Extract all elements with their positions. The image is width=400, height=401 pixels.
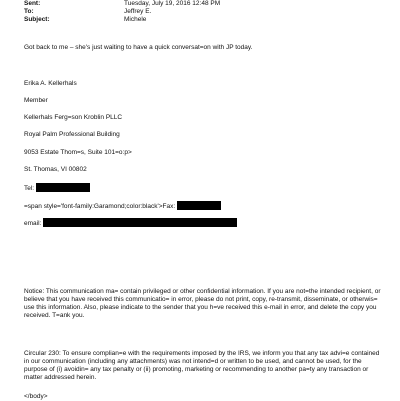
to-label: To: [24,8,34,15]
confidentiality-notice: Notice: This communication ma= contain privileged or other confidential information. If you are not=the intended recipient, or believe that you have received this communicatio= in error, please do not print, copy, re-transmit, disseminate, or otherwis= use this information. Also, please indicate to the sender that you h=ve received this e-mail in error, and delete the copy you received. T=ank you. [24,288,381,319]
sent-label: Sent: [24,0,41,7]
sent-value: Tuesday, July 19, 2016 12:48 PM [124,0,221,7]
fax-label: =span style='font-family:Garamond;color:black'>Fax: [24,203,176,210]
sent-row [24,0,220,8]
to-row [24,8,151,16]
email-redaction [43,218,237,227]
circular-230-notice: Circular 230: To ensure complian=e with the requirements imposed by the IRS, we inform you that any tax advi=e contained in our communication (including any attachments) was not intend=d or written to be used, and cannot be used, for the purpose of (i) avoidin= any tax penalty or (ii) promoting, marketing or recommending to another pa=ty any transaction or matter addressed herein. [24,350,380,381]
email-label: email: [24,220,42,227]
subject-label: Subject: [24,16,50,23]
tel-row [24,183,90,193]
subject-value: Michele [124,16,147,23]
fax-row [24,201,221,211]
email-row [24,218,237,228]
signature-title: Member [24,97,48,104]
signature-city: St. Thomas, VI 00802 [24,166,87,173]
signature-address: 9053 Estate Thom=s, Suite 101=o:p> [24,149,132,156]
to-value: Jeffrey E. [124,8,152,15]
subject-row [24,16,146,24]
tel-redaction [36,183,90,192]
signature-building: Royal Palm Professional Building [24,131,120,138]
signature-name: Erika A. Kellerhals [24,80,77,87]
tel-label: Tel: [24,185,35,192]
message-body: Got back to me – she's just waiting to have a quick conversat=on with JP today. [24,44,253,51]
fax-redaction [177,201,221,210]
closing-tag: </body> [24,393,48,400]
signature-firm: Kellerhals Ferg=son Kroblin PLLC [24,114,123,121]
